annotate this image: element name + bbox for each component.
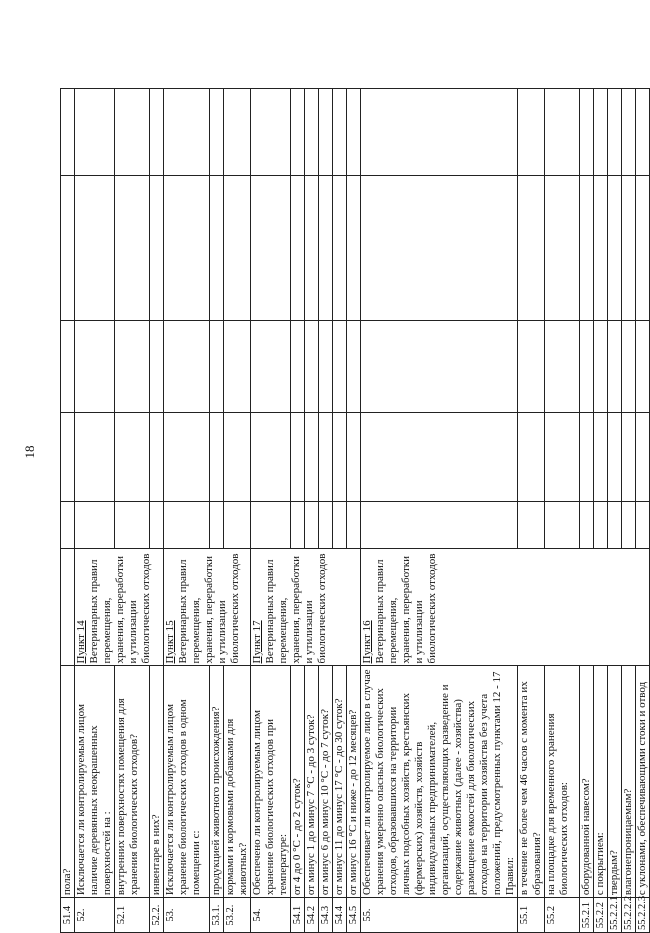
answer-cell [347,320,361,412]
answer-cell [291,320,305,412]
table-row [291,89,305,933]
item-number: 55.2.2 [594,898,608,933]
table-row [305,89,319,933]
answer-cell [251,176,291,320]
item-question: от минус 6 до минус 10 °С - до 7 суток? [319,666,333,898]
answer-cell [75,501,115,549]
item-number: 55.2.2.3 [636,898,650,933]
answer-cell [594,320,608,412]
item-question: пола? [61,666,75,898]
answer-cell [251,89,291,176]
answer-cell [333,176,347,320]
item-number: 55.2.2.2 [622,898,636,933]
table-row [636,89,650,933]
answer-cell [115,89,150,176]
table-row [580,89,594,933]
answer-cell [164,176,210,320]
item-question: инвентаре в них? [150,666,164,898]
answer-cell [224,320,251,412]
item-number: 54.2 [305,898,319,933]
item-question: с покрытием: [594,666,608,898]
answer-cell [361,412,518,501]
answer-cell [150,89,164,176]
item-number: 53. [164,898,210,933]
answer-cell [164,89,210,176]
answer-cell [224,176,251,320]
answer-cell [61,412,75,501]
answer-cell [305,176,319,320]
answer-cell [545,320,580,412]
item-number: 54.1 [291,898,305,933]
answer-cell [115,501,150,549]
table-row [150,89,164,933]
item-number: 51.4 [61,898,75,933]
answer-cell [305,412,319,501]
answer-cell [150,320,164,412]
item-question: твердым? [608,666,622,898]
answer-cell [361,89,518,176]
answer-cell [61,89,75,176]
answer-cell [224,501,251,549]
answer-cell [545,501,580,549]
answer-cell [636,412,650,501]
answer-cell [622,89,636,176]
answer-cell [361,501,518,549]
answer-cell [333,412,347,501]
item-question: внутренних поверхностях помещения для хранения биологических отходов? [115,666,150,898]
item-question: от минус 1 до минус 7 °С - до 3 суток? [305,666,319,898]
item-number: 52.1 [115,898,150,933]
answer-cell [580,89,594,176]
table-row [333,89,347,933]
table-row [75,89,115,933]
legal-reference: Пункт 16 Ветеринарных правил перемещения, хранения, переработки и утилизации биологических отходов [361,549,650,666]
answer-cell [210,89,224,176]
answer-cell [622,320,636,412]
answer-cell [291,412,305,501]
page-number: 18 [22,445,37,459]
answer-cell [636,501,650,549]
item-number: 54. [251,898,291,933]
answer-cell [150,176,164,320]
answer-cell [224,412,251,501]
answer-cell [594,501,608,549]
answer-cell [319,320,333,412]
answer-cell [608,320,622,412]
table-row [251,89,291,933]
item-number: 55.1 [518,898,545,933]
answer-cell [636,176,650,320]
table-row [319,89,333,933]
answer-cell [150,412,164,501]
answer-cell [61,501,75,549]
legal-reference: Пункт 15 Ветеринарных правил перемещения, хранения, переработки и утилизации биологических отходов [164,549,251,666]
checklist-table [60,88,650,933]
item-number: 54.4 [333,898,347,933]
answer-cell [291,176,305,320]
table-row [224,89,251,933]
legal-reference: Пункт 17 Ветеринарных правил перемещения, хранения, переработки и утилизации биологических отходов [251,549,361,666]
answer-cell [210,412,224,501]
answer-cell [251,412,291,501]
answer-cell [608,412,622,501]
answer-cell [305,501,319,549]
item-number: 52. [75,898,115,933]
answer-cell [115,320,150,412]
answer-cell [518,501,545,549]
answer-cell [115,176,150,320]
answer-cell [622,176,636,320]
answer-cell [75,176,115,320]
table-row [518,89,545,933]
answer-cell [75,89,115,176]
answer-cell [622,412,636,501]
answer-cell [291,89,305,176]
item-question: кормами и кормовыми добавками для животных? [224,666,251,898]
table-row [347,89,361,933]
answer-cell [333,501,347,549]
item-number: 52.2. [150,898,164,933]
answer-cell [251,501,291,549]
item-number: 55. [361,898,518,933]
answer-cell [636,320,650,412]
answer-cell [115,412,150,501]
item-question: от минус 16 °С и ниже - до 12 месяцев? [347,666,361,898]
item-number: 54.5 [347,898,361,933]
answer-cell [347,501,361,549]
answer-cell [608,501,622,549]
answer-cell [319,89,333,176]
answer-cell [594,176,608,320]
answer-cell [545,89,580,176]
table-row [594,89,608,933]
item-question: Исключается ли контролируемым лицом наличие деревянных неокрашенных поверхностей на : [75,666,115,898]
answer-cell [518,89,545,176]
item-number: 55.2 [545,898,580,933]
answer-cell [545,176,580,320]
item-question: с уклонами, обеспечивающими стоки и отвод [636,666,650,898]
item-question: влагонепроницаемым? [622,666,636,898]
answer-cell [545,412,580,501]
legal-reference: Пункт 14 Ветеринарных правил перемещения, хранения, переработки и утилизации биологических отходов [75,549,164,666]
answer-cell [361,176,518,320]
answer-cell [61,176,75,320]
answer-cell [347,412,361,501]
item-question: на площадке для временного хранения биологических отходов: [545,666,580,898]
answer-cell [305,89,319,176]
table-row [164,89,210,933]
answer-cell [518,176,545,320]
answer-cell [594,412,608,501]
answer-cell [224,89,251,176]
table-row [61,89,75,933]
table-row [608,89,622,933]
table-row [115,89,150,933]
item-question: в течение не более чем 46 часов с момента их образования? [518,666,545,898]
item-number: 55.2.1 [580,898,594,933]
answer-cell [636,89,650,176]
answer-cell [608,89,622,176]
legal-reference [61,549,75,666]
answer-cell [608,176,622,320]
item-number: 55.2.2.1 [608,898,622,933]
answer-cell [319,176,333,320]
answer-cell [164,320,210,412]
answer-cell [361,320,518,412]
table-row [622,89,636,933]
answer-cell [164,501,210,549]
answer-cell [518,320,545,412]
answer-cell [210,501,224,549]
checklist-rows [61,89,650,933]
answer-cell [164,412,210,501]
table-row [545,89,580,933]
answer-cell [518,412,545,501]
item-question: от 4 до 0 °С - до 2 суток? [291,666,305,898]
answer-cell [210,320,224,412]
answer-cell [210,176,224,320]
answer-cell [251,320,291,412]
answer-cell [622,501,636,549]
answer-cell [580,412,594,501]
item-question: Исключается ли контролируемым лицом хранение биологических отходов в одном помещении с: [164,666,210,898]
answer-cell [580,320,594,412]
item-question: от минус 11 до минус 17 °С - до 30 суток? [333,666,347,898]
answer-cell [75,320,115,412]
answer-cell [319,501,333,549]
answer-cell [333,89,347,176]
answer-cell [594,89,608,176]
answer-cell [347,176,361,320]
item-question: оборудованной навесом? [580,666,594,898]
item-number: 54.3 [319,898,333,933]
table-row [210,89,224,933]
answer-cell [319,412,333,501]
answer-cell [61,320,75,412]
item-question: продукцией животного происхождения? [210,666,224,898]
answer-cell [150,501,164,549]
answer-cell [347,89,361,176]
answer-cell [580,501,594,549]
item-number: 53.1. [210,898,224,933]
checklist-table-rotated [60,88,648,933]
answer-cell [333,320,347,412]
answer-cell [75,412,115,501]
answer-cell [580,176,594,320]
item-question: Обеспечивает ли контролируемое лицо в случае хранения умеренно опасных биологических отходов, образовавшихся на территории личных подсобных хозяйств, крестьянских (фермерских) хозяйств, хозяйств индивидуальных предпринимателей, организаций, осуществляющих разведение и содержание животных (далее - хозяйства) размещение емкостей для биологических отходов на территории хозяйства без учета положений, предусмотренных пунктами 12 - 17 Правил: [361,666,518,898]
item-question: Обеспечено ли контролируемым лицом хранение биологических отходов при температуре: [251,666,291,898]
table-row [361,89,518,933]
answer-cell [291,501,305,549]
answer-cell [305,320,319,412]
item-number: 53.2. [224,898,251,933]
